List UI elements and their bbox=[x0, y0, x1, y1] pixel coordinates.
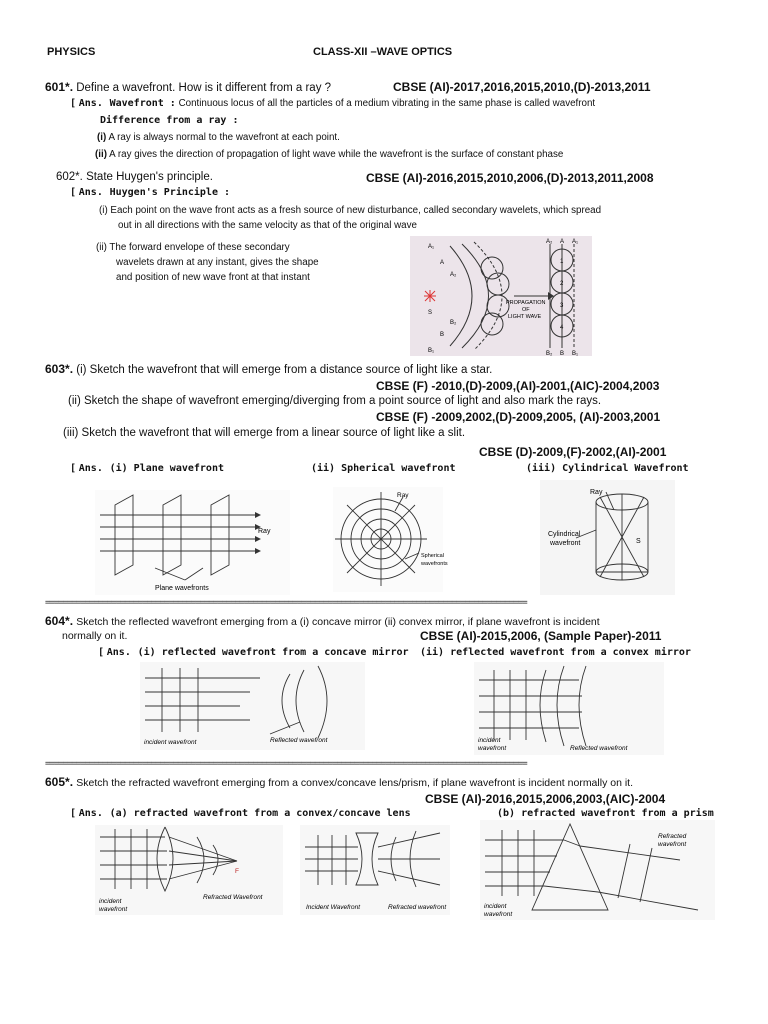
q602-question bbox=[56, 171, 213, 183]
concave-reflected-label: Reflected wavefront bbox=[270, 737, 328, 744]
huygens-number: 4 bbox=[560, 325, 564, 331]
q605-number: 605*. bbox=[45, 775, 74, 789]
lens-refracted-label: Refracted Wavefront bbox=[203, 894, 263, 901]
q601-cbse: CBSE (AI)-2017,2016,2015,2010,(D)-2013,2011 bbox=[393, 80, 651, 94]
separator: ============================================================================================================= bbox=[45, 598, 527, 608]
point-label: (i) bbox=[97, 132, 107, 143]
q603-cbse-2: CBSE (F) -2009,2002,(D)-2009,2005, (AI)-2003,2001 bbox=[376, 410, 661, 424]
plane-ray-label: Ray bbox=[258, 528, 271, 535]
huygens-label: A₂ bbox=[546, 239, 553, 245]
huygens-label: B₂ bbox=[546, 351, 553, 357]
spherical-wavefront-figure bbox=[333, 487, 448, 592]
answer-bracket: [ bbox=[70, 463, 77, 474]
point-label: (ii) bbox=[95, 149, 107, 160]
lens-incident-label: wavefront bbox=[99, 906, 128, 913]
huygens-caption: PROPAGATION bbox=[506, 300, 546, 306]
q604-answer-2: (ii) reflected wavefront from a convex mirror bbox=[420, 647, 691, 658]
spherical-caption: wavefronts bbox=[421, 561, 448, 567]
concave-lens-incident-label: Incident Wavefront bbox=[306, 904, 361, 911]
answer-label: Ans. bbox=[78, 463, 103, 474]
prism-refracted-label: Refracted bbox=[658, 833, 687, 840]
separator: ============================================================================================================= bbox=[45, 759, 527, 769]
q603-cbse-3: CBSE (D)-2009,(F)-2002,(AI)-2001 bbox=[479, 445, 667, 459]
plane-wavefront-figure bbox=[95, 490, 290, 595]
huygens-number: 1 bbox=[560, 259, 564, 265]
huygens-label: A₁ bbox=[428, 244, 435, 250]
q604-cbse: CBSE (AI)-2015,2006, (Sample Paper)-2011 bbox=[420, 629, 662, 643]
cylindrical-caption: Cylindrical bbox=[548, 531, 581, 538]
q603-number: 603*. bbox=[45, 362, 74, 376]
q601-point-1 bbox=[97, 132, 340, 143]
convex-incident-label: wavefront bbox=[478, 745, 507, 752]
huygens-number: 2 bbox=[560, 281, 564, 287]
concave-lens-refracted-label: Refracted wavefront bbox=[388, 904, 447, 911]
plane-caption: Plane wavefronts bbox=[155, 585, 209, 592]
q605-answer-2: (b) refracted wavefront from a prism bbox=[497, 808, 714, 819]
q601-question bbox=[45, 80, 331, 94]
answer-label: Ans. bbox=[78, 187, 103, 198]
q605-question bbox=[45, 775, 633, 789]
q602-answer-line bbox=[70, 187, 230, 198]
concave-incident-label: incident wavefront bbox=[144, 739, 197, 746]
q601-text: Define a wavefront. How is it different from a ray ? bbox=[76, 82, 332, 94]
lens-incident-label: incident bbox=[99, 898, 122, 905]
q604-answer-line bbox=[98, 647, 409, 658]
q601-term: Wavefront : bbox=[109, 98, 176, 109]
convex-incident-label: incident bbox=[478, 737, 501, 744]
point-text: A ray is always normal to the wavefront at each point. bbox=[108, 132, 340, 143]
q604-question bbox=[45, 614, 600, 628]
answer-bracket: [ bbox=[70, 808, 77, 819]
q602-number: 602*. bbox=[56, 171, 83, 183]
q602-point-2-line1: (ii) The forward envelope of these secondary bbox=[96, 242, 290, 253]
q602-point-1-line2: out in all directions with the same velocity as that of the original wave bbox=[118, 220, 417, 231]
point-text: A ray gives the direction of propagation of light wave while the wavefront is the surface of constant phase bbox=[109, 149, 564, 160]
q601-diff-title: Difference from a ray : bbox=[100, 115, 239, 126]
q602-point-2-line2: wavelets drawn at any instant, gives the shape bbox=[116, 257, 319, 268]
q601-number: 601*. bbox=[45, 80, 74, 94]
answer-bracket: [ bbox=[70, 187, 77, 198]
q603-answer-3: (iii) Cylindrical Wavefront bbox=[526, 463, 689, 474]
huygens-label: A₂ bbox=[450, 272, 457, 278]
convex-mirror-figure bbox=[474, 662, 664, 755]
huygens-caption: LIGHT WAVE bbox=[508, 314, 542, 320]
prism-incident-label: incident bbox=[484, 903, 507, 910]
huygens-source-label: S bbox=[428, 310, 433, 316]
q601-answer-line bbox=[70, 98, 595, 109]
q603-question-1 bbox=[45, 362, 492, 376]
answer-label: Ans. bbox=[106, 647, 131, 658]
huygens-label: A bbox=[440, 260, 445, 266]
huygens-caption: OF bbox=[522, 307, 530, 313]
q603-text-2: (ii) Sketch the shape of wavefront emerging/diverging from a point source of light and also mark the rays. bbox=[68, 395, 602, 407]
huygens-principle-figure bbox=[410, 236, 592, 356]
spherical-ray-label: Ray bbox=[397, 492, 409, 499]
q604-text-2: normally on it. bbox=[62, 630, 128, 642]
q603-answer-line bbox=[70, 463, 224, 474]
huygens-label: A₁ bbox=[572, 239, 579, 245]
answer-bracket: [ bbox=[70, 98, 77, 109]
huygens-label: B bbox=[560, 351, 565, 357]
q601-definition: Continuous locus of all the particles of a medium vibrating in the same phase is called wavefront bbox=[178, 98, 596, 109]
q604-answer-1: (i) reflected wavefront from a concave mirror bbox=[137, 647, 409, 658]
q603-answer-1: (i) Plane wavefront bbox=[109, 463, 224, 474]
q602-term: Huygen's Principle : bbox=[109, 187, 231, 198]
huygens-label: A bbox=[560, 239, 565, 245]
q605-text: Sketch the refracted wavefront emerging from a convex/concave lens/prism, if plane wavefront is incident normally on it. bbox=[76, 777, 633, 789]
spherical-caption: Spherical bbox=[421, 553, 444, 559]
huygens-label: B₂ bbox=[450, 320, 457, 326]
huygens-label: B bbox=[440, 332, 445, 338]
q602-text: State Huygen's principle. bbox=[86, 171, 213, 183]
concave-lens-figure bbox=[300, 825, 450, 915]
answer-bracket: [ bbox=[98, 647, 105, 658]
convex-reflected-label: Reflected wavefront bbox=[570, 745, 628, 752]
q601-point-2 bbox=[95, 149, 563, 160]
q604-text-1: Sketch the reflected wavefront emerging from a (i) concave mirror (ii) convex mirror, if plane wavefront is incident bbox=[76, 616, 600, 628]
q602-point-1-line1: (i) Each point on the wave front acts as a fresh source of new disturbance, called secondary wavelets, which spread bbox=[99, 205, 602, 216]
answer-label: Ans. bbox=[78, 98, 103, 109]
cylindrical-wavefront-figure bbox=[540, 480, 675, 595]
huygens-number: 3 bbox=[560, 303, 564, 309]
cylindrical-s-label: S bbox=[636, 538, 641, 545]
huygens-label: B₁ bbox=[572, 351, 579, 357]
q603-cbse-1: CBSE (F) -2010,(D)-2009,(AI)-2001,(AIC)-2004,2003 bbox=[376, 379, 660, 393]
cylindrical-ray-label: Ray bbox=[590, 489, 603, 496]
q602-cbse: CBSE (AI)-2016,2015,2010,2006,(D)-2013,2011,2008 bbox=[366, 171, 654, 185]
convex-lens-focus-label: F bbox=[235, 868, 239, 875]
prism-figure bbox=[480, 820, 715, 920]
q604-number: 604*. bbox=[45, 614, 74, 628]
subject-title: PHYSICS bbox=[47, 46, 96, 58]
q605-answer-line bbox=[70, 808, 411, 819]
convex-lens-figure bbox=[95, 825, 283, 915]
q603-text-3: (iii) Sketch the wavefront that will emerge from a linear source of light like a slit. bbox=[63, 427, 466, 439]
cylindrical-caption: wavefront bbox=[550, 540, 581, 547]
q603-answer-2: (ii) Spherical wavefront bbox=[311, 463, 456, 474]
q605-cbse: CBSE (AI)-2016,2015,2006,2003,(AIC)-2004 bbox=[425, 792, 666, 806]
prism-refracted-label: wavefront bbox=[658, 841, 687, 848]
huygens-label: B₁ bbox=[428, 348, 435, 354]
prism-incident-label: wavefront bbox=[484, 911, 513, 918]
answer-label: Ans. bbox=[78, 808, 103, 819]
q605-answer-1: (a) refracted wavefront from a convex/concave lens bbox=[109, 808, 411, 819]
chapter-title: CLASS-XII –WAVE OPTICS bbox=[313, 46, 453, 58]
q603-text-1: (i) Sketch the wavefront that will emerge from a distance source of light like a star. bbox=[76, 364, 493, 376]
q602-point-2-line3: and position of new wave front at that instant bbox=[116, 272, 310, 283]
concave-mirror-figure bbox=[140, 662, 365, 750]
